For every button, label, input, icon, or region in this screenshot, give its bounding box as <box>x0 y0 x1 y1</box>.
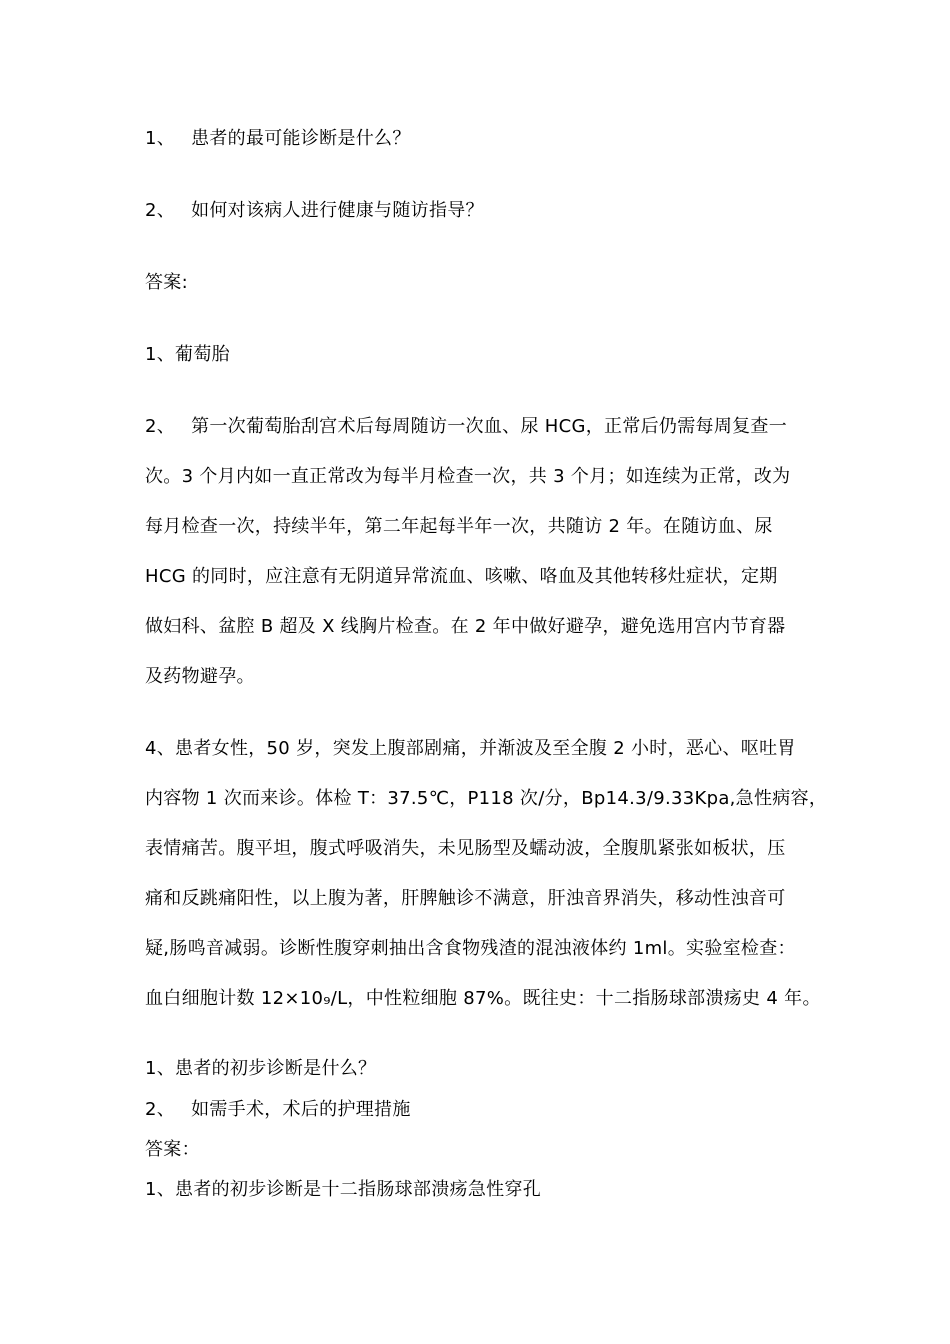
answer-2-line-2: 次。3 个月内如一直正常改为每半月检查一次，共 3 个月；如连续为正常，改为 <box>145 466 791 487</box>
answer-2-line-3: 每月检查一次，持续半年，第二年起每半年一次，共随访 2 年。在随访血、尿 <box>145 516 773 537</box>
case-4-line-1: 4、患者女性，50 岁，突发上腹部剧痛，并渐波及至全腹 2 小时，恶心、呕吐胃 <box>145 738 796 759</box>
answer-2-line-4: HCG 的同时，应注意有无阴道异常流血、咳嗽、咯血及其他转移灶症状，定期 <box>145 566 778 587</box>
case-4-line-4: 痛和反跳痛阳性，以上腹为著，肝脾触诊不满意，肝浊音界消失，移动性浊音可 <box>145 888 786 909</box>
question-2-text: 如何对该病人进行健康与随访指导？ <box>191 200 484 221</box>
question-2 <box>145 199 815 223</box>
case-4-line-6: 血白细胞计数 12×10₉/L，中性粒细胞 87%。既往史：十二指肠球部溃疡史 4 年。 <box>145 988 821 1009</box>
answer-label: 答案: <box>145 272 188 293</box>
answer-2-line-6: 及药物避孕。 <box>145 666 255 687</box>
answer-2-number: 2、 <box>145 416 176 437</box>
question-1-text: 患者的最可能诊断是什么？ <box>191 128 411 149</box>
case-4-line-5: 疑,肠鸣音减弱。诊断性腹穿刺抽出含食物残渣的混浊液体约 1ml。实验室检查： <box>145 938 796 959</box>
case-4-question-1: 1、患者的初步诊断是什么？ <box>145 1058 377 1079</box>
answer-2-line-5: 做妇科、盆腔 B 超及 X 线胸片检查。在 2 年中做好避孕，避免选用宫内节育器 <box>145 616 786 637</box>
question-2-number: 2、 <box>145 200 176 221</box>
answer-2-text: 第一次葡萄胎刮宫术后每周随访一次血、尿 HCG，正常后仍需每周复查一 <box>191 416 788 437</box>
case-4-line-2: 内容物 1 次而来诊。体检 T：37.5℃，P118 次/分，Bp14.3/9.33Kpa,急性病容， <box>145 788 828 809</box>
answer-label-2: 答案： <box>145 1139 200 1160</box>
question-1 <box>145 127 815 151</box>
answer-1: 1、葡萄胎 <box>145 344 230 365</box>
case-4-answer-1: 1、患者的初步诊断是十二指肠球部溃疡急性穿孔 <box>145 1179 542 1200</box>
case-4-question-2-number: 2、 <box>145 1099 176 1120</box>
case-4-question-2 <box>145 1098 815 1122</box>
answer-2-line-1 <box>145 415 815 439</box>
case-4-question-2-text: 如需手术，术后的护理措施 <box>191 1099 411 1120</box>
question-1-number: 1、 <box>145 128 176 149</box>
case-4-line-3: 表情痛苦。腹平坦，腹式呼吸消失，未见肠型及蠕动波，全腹肌紧张如板状，压 <box>145 838 786 859</box>
